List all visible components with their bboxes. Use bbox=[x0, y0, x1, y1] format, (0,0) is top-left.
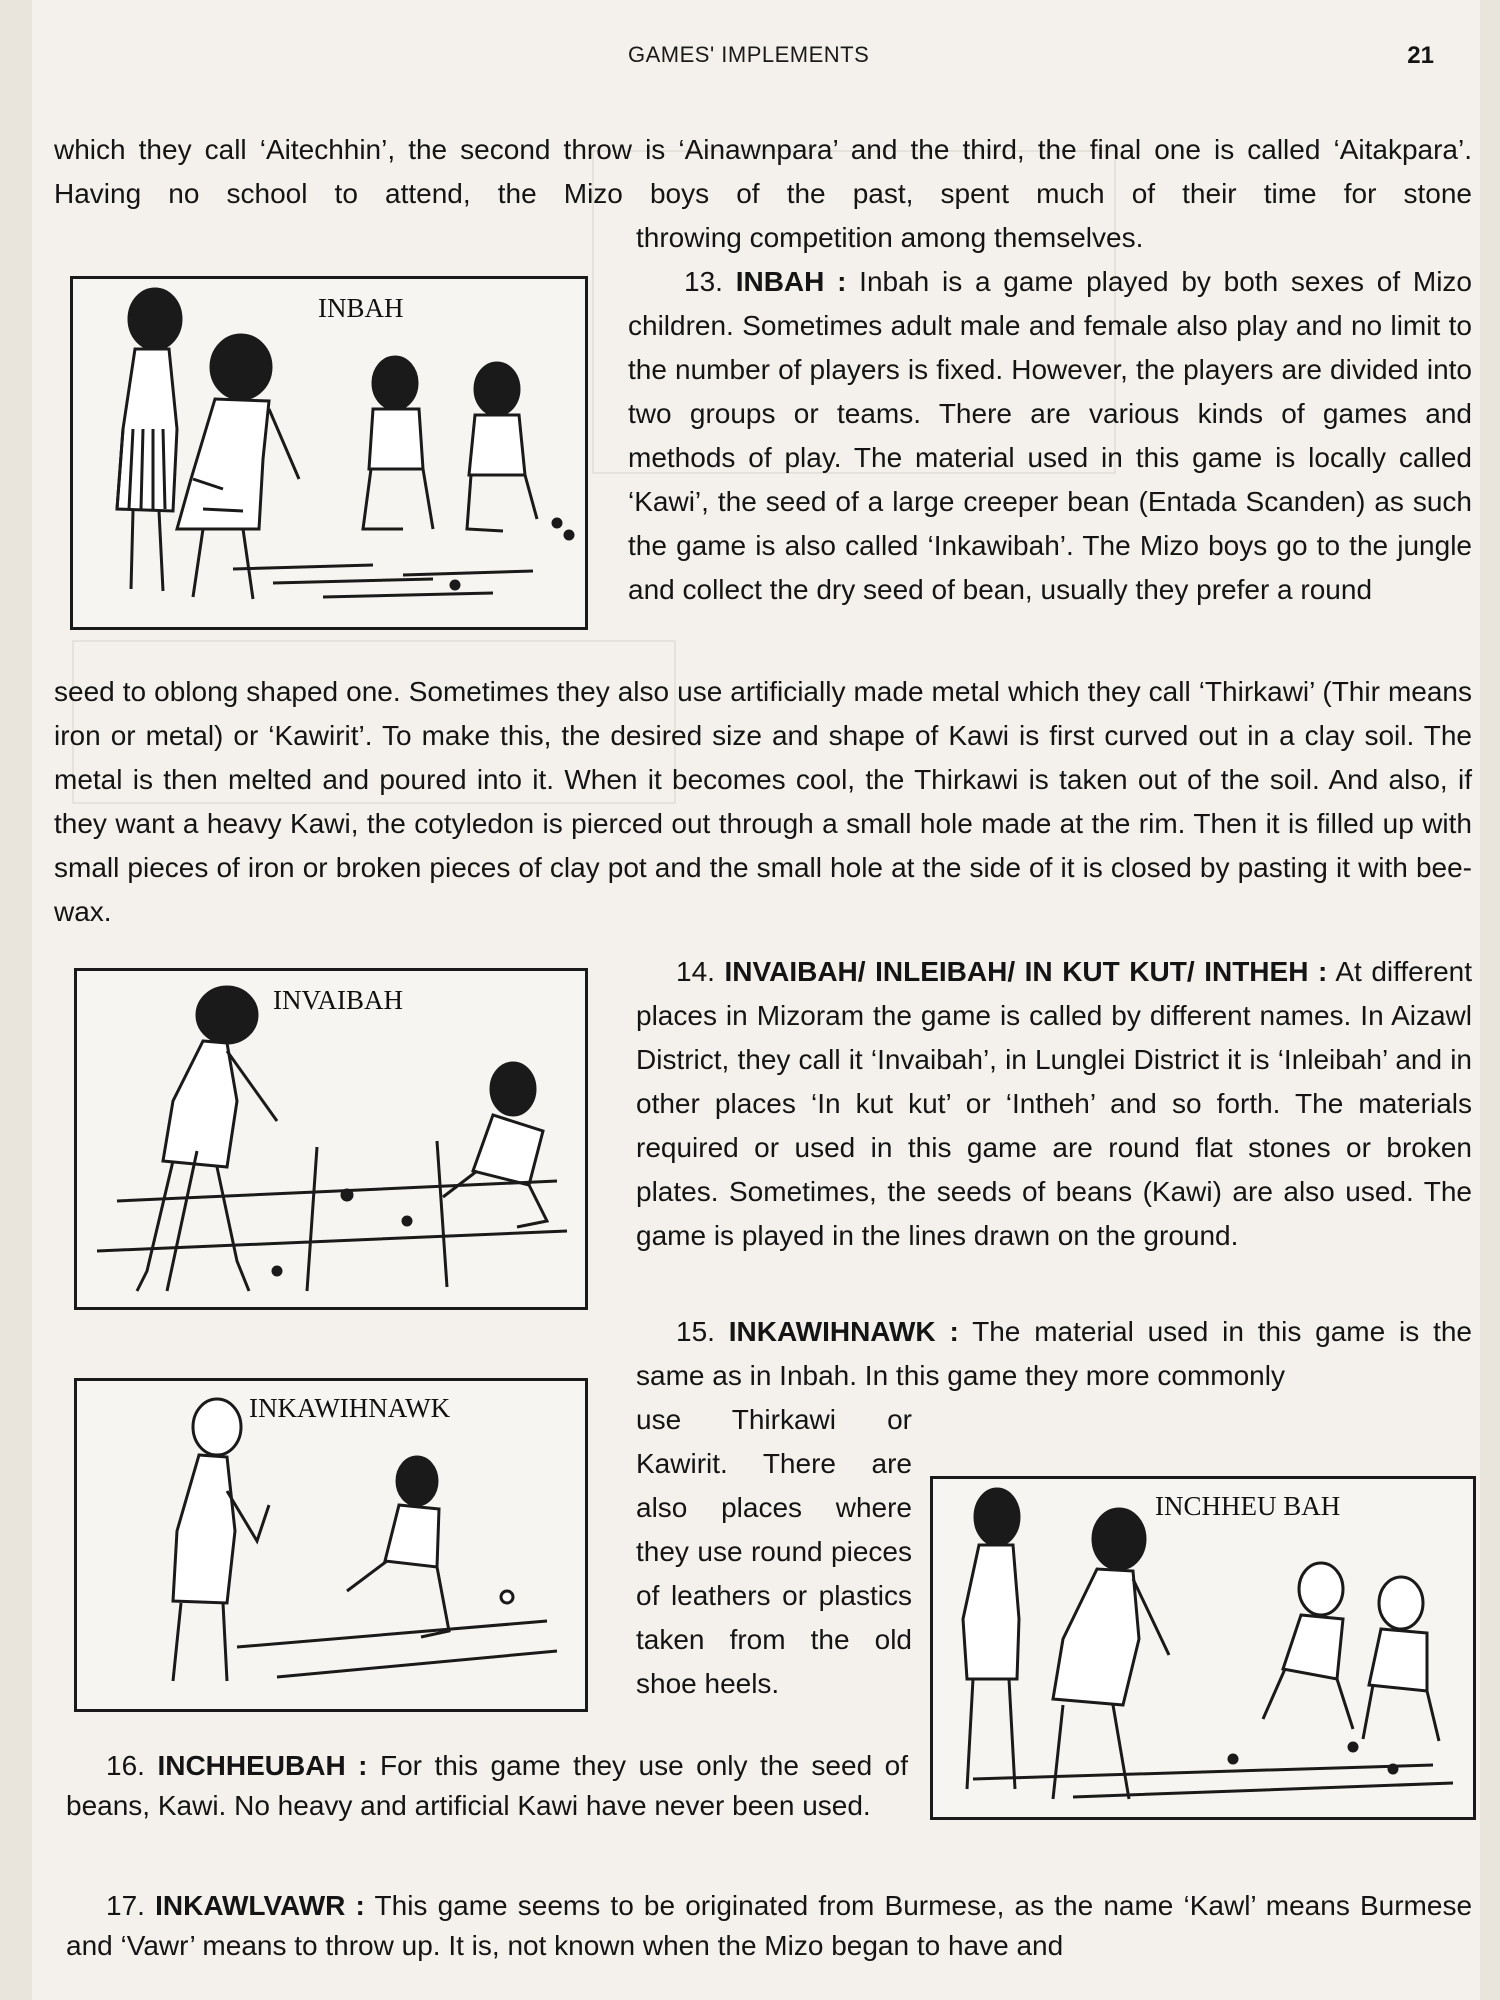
section-heading: INCHHEUBAH : bbox=[157, 1750, 368, 1781]
section-13-full bbox=[54, 670, 1472, 934]
section-body: use Thirkawi or Kawirit. There are also places where they use round pieces of leathers or plastics taken from the old shoe heels. bbox=[636, 1404, 912, 1699]
intro-paragraph bbox=[54, 128, 1472, 216]
section-heading: INKAWIHNAWK : bbox=[728, 1316, 959, 1347]
section-body: seed to oblong shaped one. Sometimes they also use artificially made metal which they call ‘Thirkawi’ (Thir means iron or metal) or ‘Kawirit’. To make this, the desired size and shape of Kawi is first curved out in a clay soil. The metal is then melted and poured into it. When it becomes cool, the Thirkawi is taken out of the soil. And also, if they want a heavy Kawi, the cotyledon is pierced out through a small hole made at the rim. Then it is filled up with small pieces of iron or broken pieces of clay pot and the small hole at the side of it is closed by pasting it with bee-wax. bbox=[54, 676, 1472, 927]
figure-caption: INKAWIHNAWK bbox=[249, 1393, 451, 1423]
intro-end-line: throwing competition among themselves. bbox=[636, 222, 1144, 253]
flicking-seed-illustration bbox=[77, 1381, 585, 1709]
running-header: GAMES' IMPLEMENTS bbox=[628, 42, 870, 67]
section-body: Inbah is a game played by both sexes of Mizo children. Sometimes adult male and female also play and no limit to the number of players is fixed. However, the players are divided into two groups or teams. There are various kinds of games and methods of play. The material used in this game is locally called ‘Kawi’, the seed of a large creeper bean (Entada Scanden) as such the game is also called ‘Inkawibah’. The Mizo boys go to the jungle and collect the dry seed of bean, usually they prefer a round bbox=[628, 266, 1472, 605]
section-16 bbox=[66, 1746, 908, 1826]
section-17 bbox=[66, 1886, 1472, 1966]
figure-inkawihnawk bbox=[74, 1378, 588, 1712]
book-page bbox=[32, 0, 1480, 2000]
section-15-narrow bbox=[636, 1398, 912, 1706]
figure-inchheu-bah bbox=[930, 1476, 1476, 1820]
section-body: The material used in this game is the same as in Inbah. In this game they more commonly bbox=[636, 1316, 1472, 1391]
section-heading: INKAWLVAWR : bbox=[155, 1890, 365, 1921]
figure-inbah bbox=[70, 276, 588, 630]
section-heading: INBAH : bbox=[735, 266, 847, 297]
section-body: At different places in Mizoram the game is called by different names. In Aizawl District, they call it ‘Invaibah’, in Lunglei District it is ‘Inleibah’ and in other places ‘In kut kut’ or ‘Intheh’ and so forth. The materials required or used in this game are round flat stones or broken plates. Sometimes, the seeds of beans (Kawi) are also used. The game is played in the lines drawn on the ground. bbox=[636, 956, 1472, 1251]
intro-text: which they call ‘Aitechhin’, the second throw is ‘Ainawnpara’ and the third, the final one is called ‘Aitakpara’. Having no school to attend, the Mizo boys of the past, spent much of their time for stone bbox=[54, 134, 1472, 209]
hopscotch-illustration bbox=[77, 971, 585, 1307]
figure-caption: INVAIBAH bbox=[273, 985, 404, 1015]
section-14 bbox=[636, 950, 1472, 1258]
section-body: This game seems to be originated from Burmese, as the name ‘Kawl’ means Burmese and ‘Vawr’ means to throw up. It is, not known when the Mizo began to have and bbox=[66, 1890, 1473, 1961]
section-body: For this game they use only the seed of beans, Kawi. No heavy and artificial Kawi have never been used. bbox=[66, 1750, 908, 1821]
children-bean-game-illustration bbox=[933, 1479, 1473, 1817]
figure-caption: INCHHEU BAH bbox=[1155, 1491, 1341, 1521]
section-15-wide bbox=[636, 1310, 1472, 1398]
section-number: 13. bbox=[684, 266, 723, 297]
page-number: 21 bbox=[1407, 42, 1434, 69]
section-number: 15. bbox=[676, 1316, 715, 1347]
section-heading: INVAIBAH/ INLEIBAH/ IN KUT KUT/ INTHEH : bbox=[724, 956, 1328, 987]
section-number: 16. bbox=[106, 1750, 145, 1781]
section-13-side bbox=[628, 260, 1472, 612]
section-number: 17. bbox=[106, 1890, 145, 1921]
children-playing-illustration bbox=[73, 279, 585, 627]
figure-caption: INBAH bbox=[318, 293, 404, 323]
figure-invaibah bbox=[74, 968, 588, 1310]
section-number: 14. bbox=[676, 956, 715, 987]
